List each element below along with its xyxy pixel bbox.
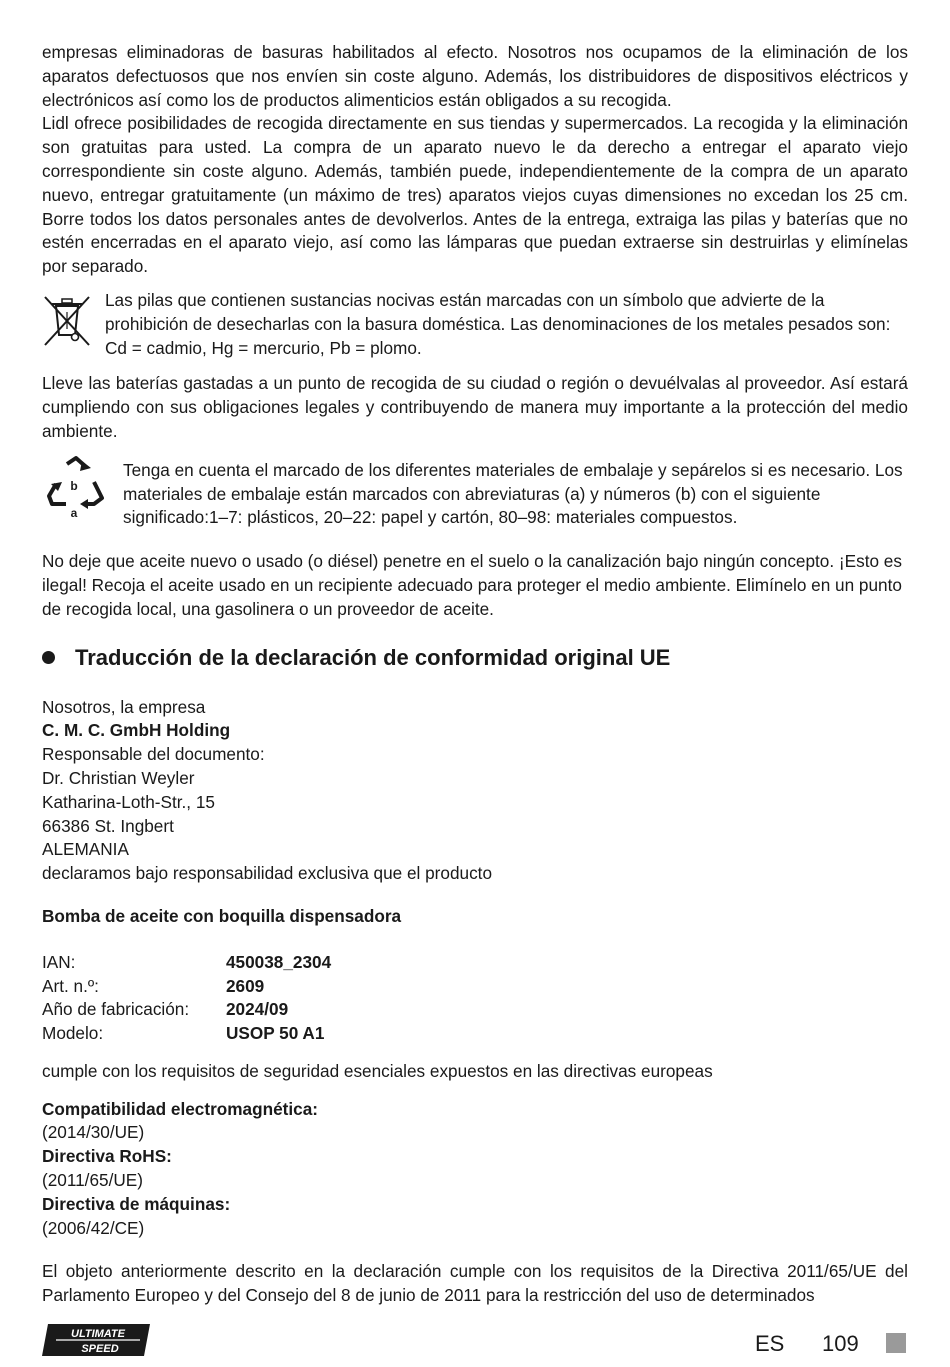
directive-code: (2011/65/UE) [42, 1170, 143, 1191]
spec-row-year [42, 998, 331, 1022]
address-city: 66386 St. Ingbert [42, 815, 174, 836]
spec-label: Art. n.º: [42, 975, 99, 996]
disposal-paragraph-2: Lidl ofrece posibilidades de recogida directamente en sus tiendas y supermercados. La recogida y la eliminación son gratuitas para usted. La compra de un aparato nuevo le da derecho a entregar el aparato viejo correspondiente sin coste alguno. Además, también puede, independientemente de la compra de un aparato nuevo, entregar gratuitamente (un máximo de tres) aparatos viejos cuyas dimensiones no excedan los 25 cm. Borre todos los datos personales antes de devolverlos. Antes de la entrega, extraiga las pilas y baterías que no estén encerradas en el aparato viejo, así como las lámparas que puedan extraerse sin destruirlas y elimínelas por separado. [42, 113, 908, 277]
directive-name: Directiva RoHS: [42, 1146, 172, 1167]
spec-row-ian [42, 951, 331, 975]
spec-label: Año de fabricación: [42, 999, 190, 1020]
spec-row-article [42, 975, 331, 999]
recycle-letter-b: b [70, 478, 78, 493]
product-name: Bomba de aceite con boquilla dispensadora [42, 905, 402, 926]
directives-list [42, 1098, 908, 1241]
language-code: ES [755, 1331, 785, 1356]
battery-note-text: Las pilas que contienen sustancias nocivas están marcadas con un símbolo que advierte de la prohibición de desecharlas con la basura doméstica. Las denominaciones de los metales pesados son: Cd = cadmio, Hg = mercurio, Pb = plomo. [105, 289, 891, 358]
ultimate-speed-logo [42, 1322, 150, 1358]
disposal-paragraph-1: empresas eliminadoras de basuras habilitados al efecto. Nosotros nos ocupamos de la eliminación de los aparatos defectuosos que nos envíen sin coste alguno. Además, los distribuidores de dispositivos eléctricos y electrónicos así como los de productos alimenticios están obligados a su recogida. [42, 42, 908, 110]
address-country: ALEMANIA [42, 839, 129, 860]
crossed-out-bin-icon [42, 291, 92, 349]
spec-value: 2609 [226, 975, 265, 996]
section-heading-text: Traducción de la declaración de conformidad original UE [75, 644, 671, 670]
address-street: Katharina-Loth-Str., 15 [42, 791, 215, 812]
responsible-label: Responsable del documento: [42, 744, 265, 765]
section-heading [42, 644, 908, 672]
spec-value: 2024/09 [226, 999, 289, 1020]
oil-disposal-paragraph: No deje que aceite nuevo o usado (o diésel) penetre en el suelo o la canalización bajo ningún concepto. ¡Esto es ilegal! Recoja el aceite usado en un recipiente adecuado para proteger el medio ambiente. Elimínelo en un punto de recogida local, una gasolinera o un proveedor de aceite. [42, 551, 902, 619]
spec-label: IAN: [42, 951, 76, 972]
spec-label: Modelo: [42, 1023, 104, 1044]
declaration-address [42, 696, 908, 886]
spec-row-model [42, 1022, 331, 1046]
directive-code: (2006/42/CE) [42, 1217, 145, 1238]
packaging-note [42, 454, 908, 530]
battery-return-paragraph: Lleve las baterías gastadas a un punto de recogida de su ciudad o región o devuélvalas al proveedor. Así estará cumpliendo con sus obligaciones legales y contribuyendo de manera muy importante a la protección del medio ambiente. [42, 373, 908, 441]
recycle-letter-a: a [70, 505, 78, 520]
declaration-intro: Nosotros, la empresa [42, 696, 206, 717]
page-marker-square [886, 1333, 906, 1353]
responsible-name: Dr. Christian Weyler [42, 767, 195, 788]
final-paragraph: El objeto anteriormente descrito en la declaración cumple con los requisitos de la Directiva 2011/65/UE del Parlamento Europeo y del Consejo del 8 de junio de 2011 para la restricción del uso de determinados [42, 1261, 908, 1306]
logo-text-bottom: SPEED [81, 1343, 119, 1355]
spec-value: USOP 50 A1 [226, 1023, 325, 1044]
directive-name: Compatibilidad electromagnética: [42, 1098, 319, 1119]
directive-code: (2014/30/UE) [42, 1122, 145, 1143]
directive-name: Directiva de máquinas: [42, 1193, 231, 1214]
recycling-triangle-icon [42, 454, 108, 520]
declaration-statement: declaramos bajo responsabilidad exclusiva que el producto [42, 863, 493, 884]
complies-statement: cumple con los requisitos de seguridad esenciales expuestos en las directivas europeas [42, 1060, 713, 1081]
packaging-note-text: Tenga en cuenta el marcado de los diferentes materiales de embalaje y sepárelos si es necesario. Los materiales de embalaje están marcados con abreviaturas (a) y números (b) con el siguiente significado:1–7: plásticos, 20–22: papel y cartón, 80–98: materiales compuestos. [123, 459, 903, 528]
page-content [42, 41, 908, 1308]
product-specs-table [42, 951, 331, 1046]
battery-note [42, 291, 908, 360]
page-number: 109 [822, 1331, 859, 1356]
bullet-icon [42, 651, 55, 664]
logo-text-top: ULTIMATE [71, 1328, 125, 1340]
spec-value: 450038_2304 [226, 951, 332, 972]
page-footer [0, 1322, 950, 1362]
company-name: C. M. C. GmbH Holding [42, 720, 231, 741]
